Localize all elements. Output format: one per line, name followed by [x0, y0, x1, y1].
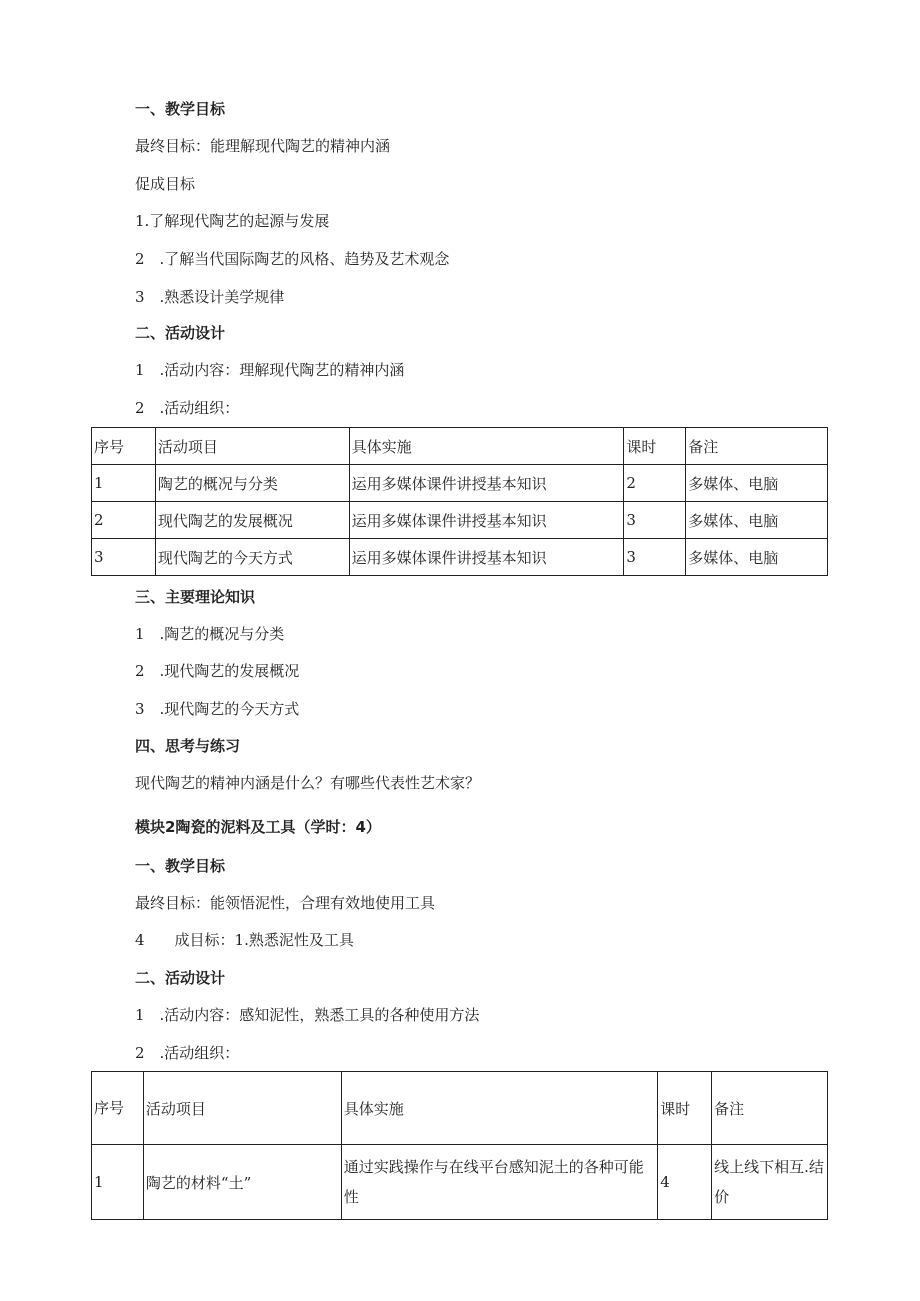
header-cell: 活动项目: [143, 1072, 341, 1145]
header-cell: 具体实施: [349, 428, 624, 465]
heading-teaching-goals: 一、教学目标: [135, 100, 226, 118]
heading-theory: 三、主要理论知识: [135, 588, 256, 606]
final-goal: 最终目标：能理解现代陶艺的精神内涵: [135, 137, 391, 155]
table-cell: 3: [92, 539, 156, 576]
table-header-row: [92, 1072, 828, 1145]
table-header-row: [92, 428, 828, 465]
table-cell: 多媒体、电脑: [686, 502, 828, 539]
heading-practice: 四、思考与练习: [135, 737, 241, 755]
final-goal-2: 最终目标：能领悟泥性，合理有效地使用工具: [135, 894, 436, 912]
header-cell: 序号: [92, 428, 156, 465]
table-cell: 1: [92, 465, 156, 502]
table-cell: 运用多媒体课件讲授基本知识: [349, 539, 624, 576]
activity-organization: 2 .活动组织：: [135, 399, 240, 417]
activity-table-1: [91, 427, 828, 576]
table-row: [92, 465, 828, 502]
theory-item: 1 .陶艺的概况与分类: [135, 625, 285, 643]
heading-activity-design: 二、活动设计: [135, 324, 226, 342]
heading-teaching-goals-2: 一、教学目标: [135, 857, 226, 875]
activity-table-2: [91, 1071, 828, 1220]
table-cell: 3: [624, 502, 686, 539]
activity-content: 1 .活动内容：理解现代陶艺的精神内涵: [135, 361, 405, 379]
header-cell: 课时: [658, 1072, 712, 1145]
table-cell: 现代陶艺的发展概况: [155, 502, 349, 539]
table-cell: 陶艺的概况与分类: [155, 465, 349, 502]
goal-item: 1.了解现代陶艺的起源与发展: [135, 212, 330, 230]
table-cell: 2: [92, 502, 156, 539]
table-cell: 3: [624, 539, 686, 576]
table-cell: 陶艺的材料“土”: [143, 1145, 341, 1220]
promote-goal-title: 促成目标: [135, 175, 196, 193]
table-row: [92, 1145, 828, 1220]
header-cell: 序号: [92, 1072, 144, 1145]
table-cell: 现代陶艺的今天方式: [155, 539, 349, 576]
theory-item: 3 .现代陶艺的今天方式: [135, 700, 300, 718]
header-cell: 活动项目: [155, 428, 349, 465]
promote-goal-2: 4 成目标：1.熟悉泥性及工具: [135, 931, 354, 949]
goal-item: 2 .了解当代国际陶艺的风格、趋势及艺术观念: [135, 250, 450, 268]
activity-content-2: 1 .活动内容：感知泥性，熟悉工具的各种使用方法: [135, 1006, 480, 1024]
table-row: [92, 502, 828, 539]
table-row: [92, 539, 828, 576]
table-cell: 运用多媒体课件讲授基本知识: [349, 502, 624, 539]
header-cell: 课时: [624, 428, 686, 465]
table-cell: 1: [92, 1145, 144, 1220]
goal-item: 3 .熟悉设计美学规律: [135, 288, 285, 306]
practice-question: 现代陶艺的精神内涵是什么？有哪些代表性艺术家？: [135, 774, 481, 792]
header-cell: 具体实施: [341, 1072, 657, 1145]
header-cell: 备注: [686, 428, 828, 465]
theory-item: 2 .现代陶艺的发展概况: [135, 662, 300, 680]
table-cell: 线上线下相互.结价: [712, 1145, 828, 1220]
module-2-title: 模块2陶瓷的泥料及工具（学时：4）: [135, 818, 381, 836]
table-cell: 多媒体、电脑: [686, 465, 828, 502]
header-cell: 备注: [712, 1072, 828, 1145]
table-cell: 多媒体、电脑: [686, 539, 828, 576]
table-cell: 通过实践操作与在线平台感知泥土的各种可能性: [341, 1145, 657, 1220]
table-cell: 2: [624, 465, 686, 502]
table-cell: 4: [658, 1145, 712, 1220]
table-cell: 运用多媒体课件讲授基本知识: [349, 465, 624, 502]
heading-activity-design-2: 二、活动设计: [135, 969, 226, 987]
activity-organization-2: 2 .活动组织：: [135, 1044, 240, 1062]
